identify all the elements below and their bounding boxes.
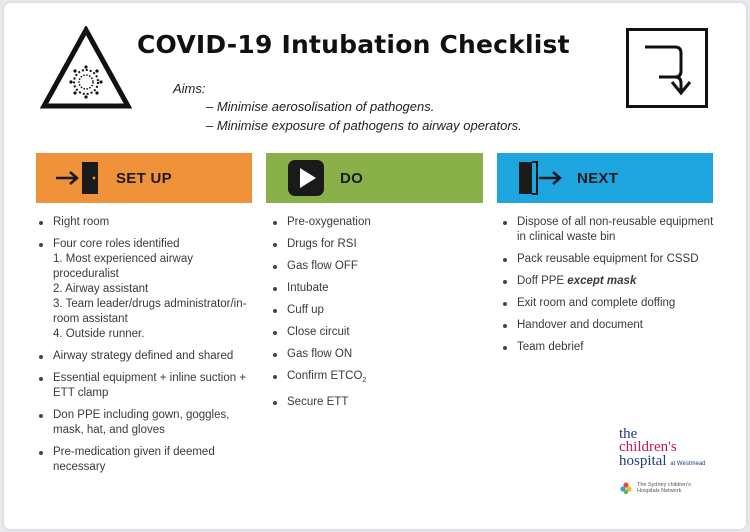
hospital-logo <box>619 428 729 495</box>
role-item: 2. Airway assistant <box>53 283 149 295</box>
list-item-text: Gas flow OFF <box>287 260 358 272</box>
list-item <box>270 369 475 388</box>
list-item-text: Gas flow ON <box>287 348 353 360</box>
setup-label: SET UP <box>116 169 172 187</box>
list-item <box>500 340 715 355</box>
logo-line: the <box>619 426 638 442</box>
list-item <box>36 445 251 475</box>
list-item-text: Confirm ETCO <box>287 370 363 382</box>
list-item-text: Doff PPE <box>517 275 568 287</box>
list-item <box>270 325 475 340</box>
logo-line <box>619 454 729 471</box>
list-item <box>270 259 475 274</box>
next-list <box>500 215 715 362</box>
biohazard-warning-triangle-icon <box>40 26 132 110</box>
next-label: NEXT <box>577 169 619 187</box>
next-header <box>497 153 713 203</box>
list-item-text: Airway strategy defined and shared <box>53 350 234 362</box>
list-item-text: Drugs for RSI <box>287 238 357 250</box>
network-text: Hospitals Network <box>637 488 682 494</box>
list-item-text: Dispose of all non-reusable equipment in clinical waste bin <box>517 216 714 243</box>
list-item-text: Exit room and complete doffing <box>517 297 676 309</box>
list-item-text: Secure ETT <box>287 396 349 408</box>
list-item <box>36 237 251 342</box>
list-item <box>500 215 715 245</box>
list-item <box>270 303 475 318</box>
list-item <box>36 215 251 230</box>
subscript-2: 2 <box>362 377 367 384</box>
logo-hospital-word: hospital <box>619 453 667 469</box>
list-item-text: Four core roles identified <box>53 238 180 250</box>
list-item <box>270 281 475 296</box>
turn-arrow-box <box>626 28 708 108</box>
network-flower-icon <box>619 481 633 495</box>
play-icon <box>286 158 326 198</box>
list-item <box>270 347 475 362</box>
list-item <box>270 395 475 410</box>
list-item <box>36 408 251 438</box>
role-item: 3. Team leader/drugs administrator/in-room assistant <box>53 298 247 325</box>
list-item <box>270 215 475 230</box>
aims-label: Aims: <box>173 81 206 96</box>
list-item-text: Cuff up <box>287 304 324 316</box>
setup-header <box>36 153 252 203</box>
door-exit-icon <box>515 158 565 198</box>
list-item-text: Essential equipment + inline suction + ETT clamp <box>53 372 247 399</box>
list-item-text: Handover and document <box>517 319 643 331</box>
logo-location: at Westmead <box>670 461 706 467</box>
aim-item: – Minimise exposure of pathogens to airway operators. <box>206 118 522 133</box>
list-item <box>36 349 251 364</box>
list-item <box>500 274 715 289</box>
list-item <box>500 296 715 311</box>
list-item <box>36 371 251 401</box>
role-item: 1. Most experienced airway proceduralist <box>53 253 193 280</box>
do-header <box>266 153 483 203</box>
logo-line: children's <box>619 439 677 455</box>
door-enter-icon <box>52 158 110 198</box>
network-text: The Sydney children's <box>637 482 691 488</box>
list-item-text: Close circuit <box>287 326 350 338</box>
emphasis-text: except mask <box>567 275 637 287</box>
list-item-text: Don PPE including gown, goggles, mask, hat, and gloves <box>53 409 230 436</box>
list-item <box>500 252 715 267</box>
list-item-text: Pre-oxygenation <box>287 216 371 228</box>
do-label: DO <box>340 169 364 187</box>
list-item-text: Intubate <box>287 282 329 294</box>
role-item: 4. Outside runner. <box>53 328 145 340</box>
do-list <box>270 215 475 417</box>
list-item <box>500 318 715 333</box>
setup-list <box>36 215 251 482</box>
aim-item: – Minimise aerosolisation of pathogens. <box>206 99 435 114</box>
list-item-text: Team debrief <box>517 341 584 353</box>
list-item-text: Pack reusable equipment for CSSD <box>517 253 699 265</box>
turn-arrow-icon <box>629 31 705 105</box>
list-item-text: Right room <box>53 216 110 228</box>
list-item-text: Pre-medication given if deemed necessary <box>53 446 215 473</box>
list-item <box>270 237 475 252</box>
network-logo <box>619 481 729 495</box>
page-title: COVID-19 Intubation Checklist <box>137 30 570 59</box>
